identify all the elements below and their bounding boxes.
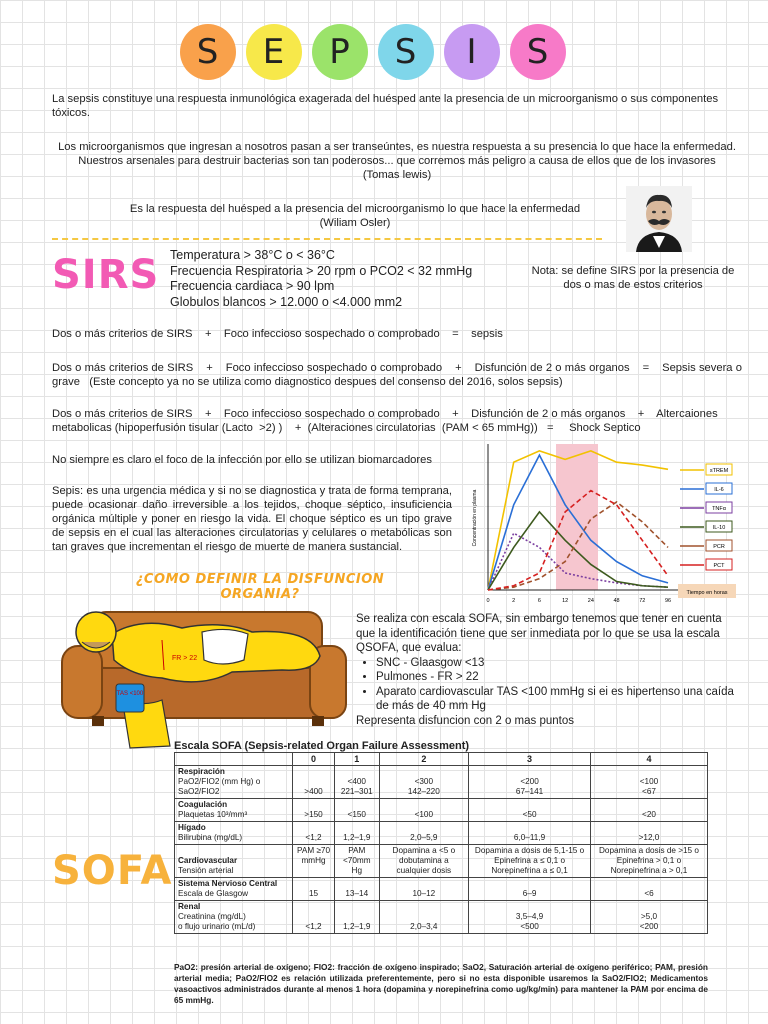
title-letter-bubble: S [378,24,434,80]
sofa-value-cell: 6,0–11,9 [469,822,591,845]
title-letter-bubble: P [312,24,368,80]
sofa-value-cell: <200 67–141 [469,766,591,799]
title-letter-bubble: S [180,24,236,80]
sirs-criterion: Temperatura > 38°C o < 36°C [170,248,335,262]
chart-legend-label: PCR [713,544,725,550]
page-title [180,24,580,88]
sofa-header-cell: 1 [335,753,379,766]
sofa-value-cell: 6–9 [469,878,591,901]
osler-portrait [626,186,692,252]
sofa-value-cell: 1,2–1,9 [335,901,379,934]
sofa-row [175,901,708,934]
def-sepsis: Dos o más criterios de SIRS + Foco infeccioso sospechado o comprobado = sepsis [52,328,503,340]
biomarker-chart [468,440,738,610]
qsofa-intro: Se realiza con escala SOFA, sin embargo tenemos que tener en cuenta que la identificación tiene que ser inmediata por lo que se usa la escala QSOFA, que evalua: [356,613,722,654]
sofa-value-cell: <300 142–220 [379,766,469,799]
biomarkers-text: No siempre es claro el foco de la infección por ello se utilizan biomarcadores [52,454,432,466]
sofa-value-cell: 3,5–4,9 <500 [469,901,591,934]
sofa-value-cell: <400 221–301 [335,766,379,799]
sofa-value-cell: <100 [379,799,469,822]
sofa-header-cell: 2 [379,753,469,766]
quote-lewis-line1: Los microorganismos que ingresan a nosotros pasan a ser transeúntes, es nuestra respuesta a su presencia lo que hace la enfermedad. [58,141,736,153]
sofa-row [175,822,708,845]
sofa-subcategory: Tensión arterial [178,866,234,875]
sirs-criteria [170,248,472,310]
sirs-criterion: Frecuencia cardiaca > 90 lpm [170,279,335,293]
sofa-header-cell: 0 [293,753,335,766]
chart-x-tick-label: 72 [639,598,646,604]
def-septic-shock: Dos o más criterios de SIRS + Foco infeccioso sospechado o comprobado + Disfunción de 2 o más organos + Altercaiones metabolicas (hipoperfusión tisular (Lacto >2) ) + (Alteraciones circulatorias (PAM < 65 mmHg)) = Shock Septico [52,408,721,434]
quote-osler [120,202,590,230]
chart-legend-label: sTREM [709,468,729,474]
urgency-text: Sepis: es una urgencia médica y si no se diagnostica y trata de forma temprana, puede ocasionar daño irreversible a los tejidos, choque séptico, insuficiencia orgánica múltiple y poner en riesgo la vida. El choque séptico es un tipo grave de sepsis en el cual las alteraciones circulatorias y celulares o metabólicas son tan graves que incrementan el riesgo de muerte de manera sustancial. [52,485,452,553]
sofa-value-cell: <6 [590,878,707,901]
title-letter-bubble: E [246,24,302,80]
dysfunction-subtitle: ¿COMO DEFINIR LA DISFUNCION ORGANIA? [135,572,385,602]
chart-x-tick-label: 12 [562,598,569,604]
sofa-category: Renal [178,902,201,911]
sofa-value-cell: Dopamina a <5 o dobutamina a cualquier dosis [379,845,469,878]
sofa-value-cell: <1,2 [293,822,335,845]
quote-lewis-author: (Tomas lewis) [362,169,432,181]
illustration-label-fr: FR > 22 [172,655,198,662]
sofa-category: Respiración [178,767,225,776]
chart-x-tick-label: 0 [486,598,490,604]
sofa-footnote: PaO2: presión arterial de oxígeno; FIO2: fracción de oxígeno inspirado; SaO2, Saturación arterial de oxígeno periférico; PAM, presión arterial media; PaO2/FIO2 es relación utilizada preferentemente, pero si no esta disponible usaremos la SaO2/FIO2; Medicamentos vasoactivos administrados durante al menos 1 hora (dopamina y norepinefrina como ug/kg/min) para mantener la PAM por encima de 65 mmHg. [174,962,708,1005]
sofa-value-cell: 1,2–1,9 [335,822,379,845]
sofa-header-cell: 4 [590,753,707,766]
sofa-row [175,878,708,901]
sofa-value-cell: >150 [293,799,335,822]
chart-x-tick-label: 2 [512,598,516,604]
sofa-value-cell: PAM ≥70 mmHg [293,845,335,878]
qsofa-item: • Pulmones - FR > 22 [376,670,740,685]
sofa-value-cell: <150 [335,799,379,822]
sirs-heading: SIRS [52,252,160,298]
sirs-note: Nota: se define SIRS por la presencia de dos o mas de estos criterios [531,265,735,291]
sofa-value-cell: 13–14 [335,878,379,901]
qsofa-item: • SNC - Glaasgow <13 [376,656,740,671]
sofa-value-cell: >12,0 [590,822,707,845]
chart-legend-label: IL-6 [714,487,724,493]
quote-osler-line1: Es la respuesta del huésped a la presencia del microorganismo lo que hace la enfermedad [129,203,581,215]
sofa-table [174,752,708,934]
sofa-value-cell: Dopamina a dosis de 5,1-15 o Epinefrina a ≤ 0,1 o Norepinefrina a ≤ 0,1 [469,845,591,878]
qsofa-list [376,656,740,714]
intro-text: La sepsis constituye una respuesta inmunológica exagerada del huésped ante la presencia de un microorganismo o sus componentes tóxicos. [52,93,719,119]
sofa-subcategory: PaO2/FIO2 (mm Hg) o SaO2/FIO2 [178,777,261,796]
sofa-value-cell: 10–12 [379,878,469,901]
chart-x-tick-label: 48 [613,598,620,604]
title-letter-bubble: S [510,24,566,80]
sofa-category: Cardiovascular [178,856,238,865]
chart-x-tick-label: 6 [537,598,541,604]
sofa-value-cell: <50 [469,799,591,822]
quote-lewis-line2: Nuestros arsenales para destruir bacterias son tan poderosos... que corremos más peligro a causa de ellos que de los invasores [78,155,716,167]
chart-ylabel: Concentración en plasma [472,489,478,547]
illustration-label-tas: TAS <100 [116,691,144,697]
sofa-subcategory: Escala de Glasgow [178,889,249,898]
sofa-category-cell [175,766,293,799]
quote-lewis [52,140,742,182]
sofa-subcategory: Plaquetas 10³/mm³ [178,810,248,819]
quote-osler-author: (Wiliam Osler) [319,217,391,229]
chart-x-tick-label: 24 [587,598,594,604]
sleeping-character-illustration [52,598,348,750]
sofa-category-cell [175,822,293,845]
sofa-header-row [175,753,708,766]
sirs-criterion: Globulos blancos > 12.000 o <4.000 mm2 [170,294,403,309]
chart-x-tick-label: 96 [664,598,672,604]
section-divider [52,238,602,240]
sirs-criterion: Frecuencia Respiratoria > 20 rpm o PCO2 < 32 mmHg [170,263,473,278]
sofa-value-cell: <100 <67 [590,766,707,799]
sofa-category: Hígado [178,823,206,832]
sofa-heading: SOFA [52,848,173,894]
sofa-row [175,845,708,878]
def-severe-sepsis: Dos o más criterios de SIRS + Foco infeccioso sospechado o comprobado + Disfunción de 2 o más organos = Sepsis severa o grave (Este concepto ya no se utiliza como diagnostico despues del consenso del 2016, solos sepsis) [52,362,746,388]
sofa-row [175,766,708,799]
qsofa-section [356,612,740,728]
chart-legend-label: PCT [713,563,725,569]
sofa-category: Coagulación [178,800,228,809]
chart-xlabel: Tiempo en horas [686,590,728,596]
qsofa-item: • Aparato cardiovascular TAS <100 mmHg si ei es hipertenso una caída de más de 40 mm Hg [376,685,740,714]
sofa-subcategory: Bilirubina (mg/dL) [178,833,243,842]
sofa-header-cell [175,753,293,766]
sofa-header-cell: 3 [469,753,591,766]
sofa-category-cell [175,799,293,822]
chart-legend-label: TNFα [712,506,726,512]
title-letter-bubble: I [444,24,500,80]
sofa-table-title: Escala SOFA (Sepsis-related Organ Failure Assessment) [174,740,470,752]
sofa-value-cell: 2,0–3,4 [379,901,469,934]
sofa-value-cell: PAM <70mm Hg [335,845,379,878]
qsofa-outro: Representa disfuncion con 2 o mas puntos [356,714,574,727]
sofa-subcategory: Creatinina (mg/dL) o flujo urinario (mL/d) [178,912,256,931]
sofa-value-cell: Dopamina a dosis de >15 o Epinefrina > 0,1 o Norepinefrina a > 0,1 [590,845,707,878]
sofa-category-cell [175,845,293,878]
sofa-value-cell: <1,2 [293,901,335,934]
sofa-category-cell [175,878,293,901]
sofa-value-cell: 15 [293,878,335,901]
sofa-category-cell [175,901,293,934]
sofa-value-cell: <20 [590,799,707,822]
sofa-category: Sistema Nervioso Central [178,879,278,888]
sofa-value-cell: >400 [293,766,335,799]
sofa-value-cell: >5,0 <200 [590,901,707,934]
chart-legend-label: IL-10 [712,525,726,531]
sofa-row [175,799,708,822]
sofa-value-cell: 2,0–5,9 [379,822,469,845]
